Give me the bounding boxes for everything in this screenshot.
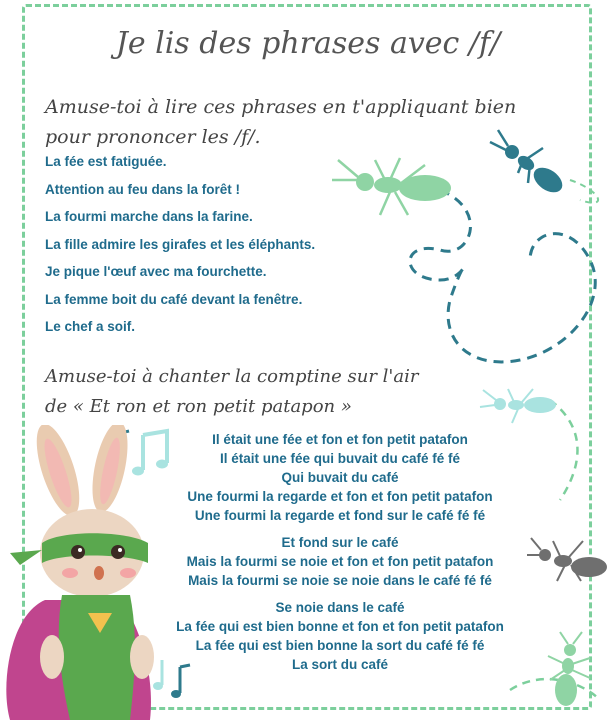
lyric-line: Une fourmi la regarde et fon et fon petit patafon	[187, 489, 493, 504]
intro-text: Amuse-toi à lire ces phrases en t'appliquant bien pour prononcer les /f/.	[45, 96, 517, 148]
lyric-line: La fée qui est bien bonne et fon et fon petit patafon	[176, 619, 504, 634]
lyric-line: La sort du café	[291, 657, 389, 672]
lyric-line: Et fond sur le café	[281, 535, 399, 550]
lyric-line: Qui buvait du café	[281, 470, 399, 485]
sentence-item: La fourmi marche dans la farine.	[45, 209, 253, 224]
lyric-line: Se noie dans le café	[275, 600, 405, 615]
lyric-line: Une fourmi la regarde et fond sur le café fé fé	[194, 508, 486, 523]
sentence-item: La femme boit du café devant la fenêtre.	[45, 291, 303, 307]
song-intro-line: Amuse-toi à chanter la comptine sur l'air	[45, 366, 419, 387]
lyric-line: Il était une fée qui buvait du café fé fé	[219, 451, 461, 466]
lyric-line: Mais la fourmi se noie se noie dans le café fé fé	[188, 573, 492, 588]
sentence-item: La fée est fatiguée.	[45, 154, 167, 169]
sentence-item: Attention au feu dans la forêt !	[45, 181, 241, 197]
song-intro-line: de « Et ron et ron petit patapon »	[45, 396, 352, 417]
page-title: Je lis des phrases avec /f/	[115, 26, 501, 61]
ant-trail-decoration	[380, 170, 616, 710]
sentence-item: Je pique l'œuf avec ma fourchette.	[45, 264, 267, 279]
bunny-superhero-illustration	[0, 425, 175, 720]
sentence-item: Le chef a soif.	[45, 319, 136, 334]
lyric-line: Il était une fée et fon et fon petit patafon	[212, 432, 468, 447]
lyric-line: La fée qui est bien bonne la sort du café fé fé	[195, 638, 485, 653]
lyric-line: Mais la fourmi se noie et fon et fon petit patafon	[186, 554, 494, 569]
sentence-list	[45, 148, 315, 341]
ant-icon	[525, 535, 610, 585]
sentence-item: La fille admire les girafes et les éléphants.	[45, 236, 316, 252]
ant-icon	[478, 385, 558, 425]
ant-icon	[540, 630, 600, 710]
ant-icon	[488, 128, 573, 203]
ant-icon	[330, 150, 455, 220]
